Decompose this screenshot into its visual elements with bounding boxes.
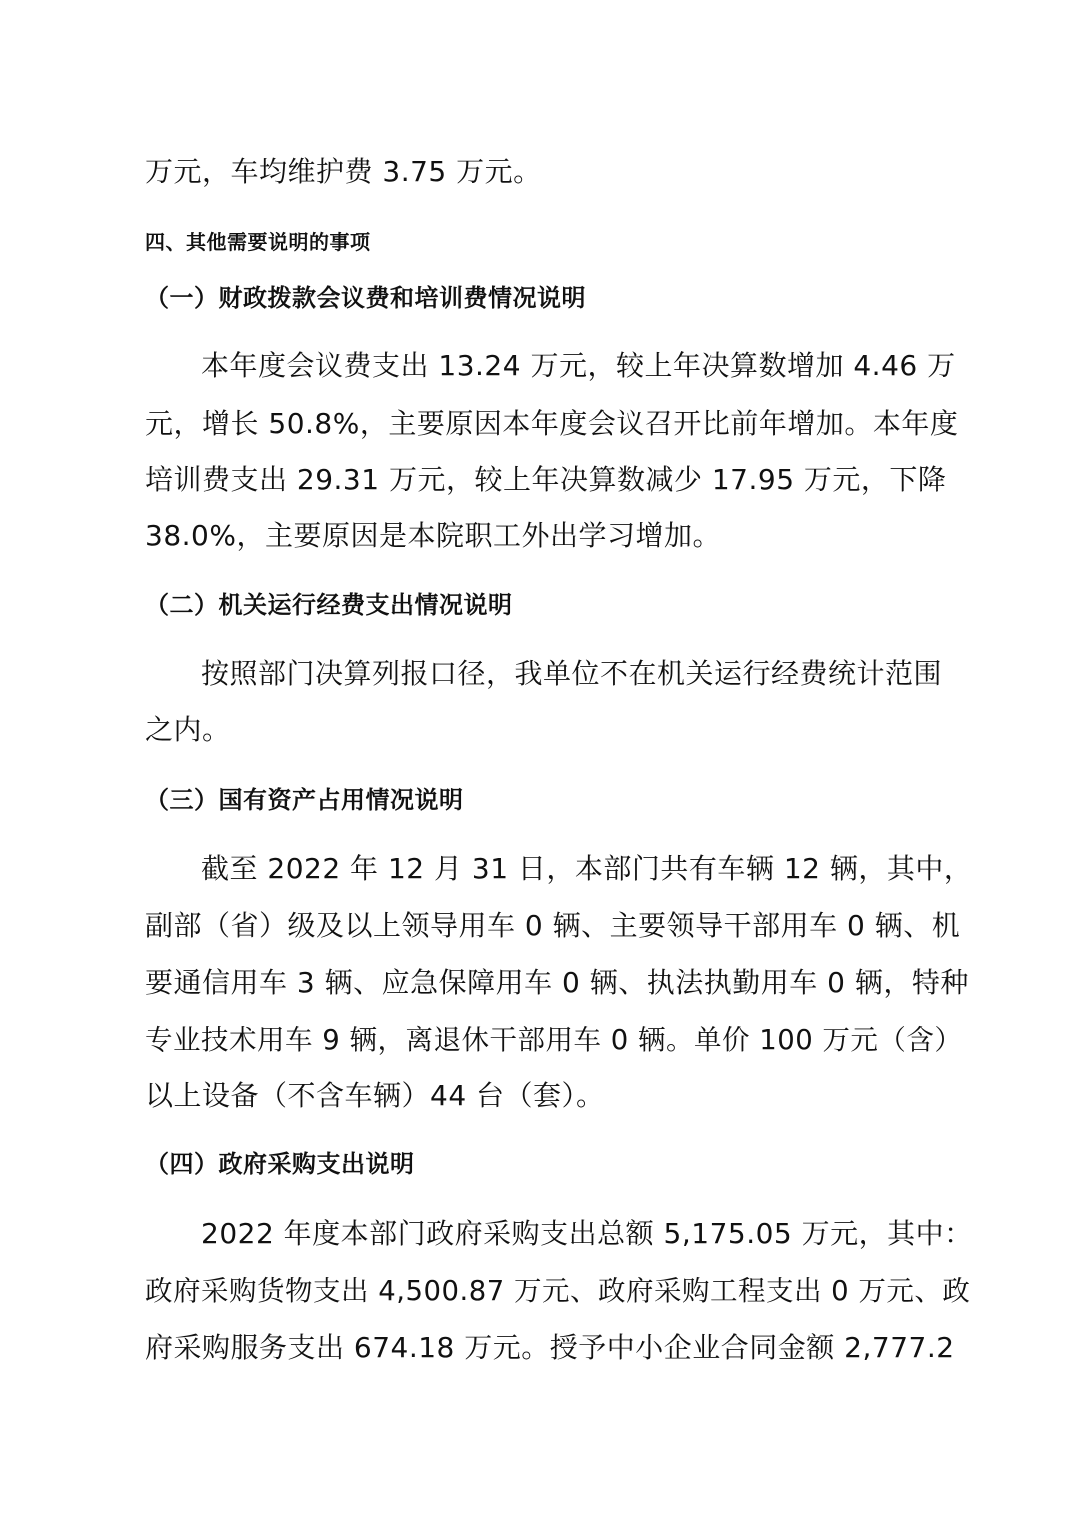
paragraph-line: 38.0%，主要原因是本院职工外出学习增加。 (145, 519, 721, 552)
paragraph-line: 按照部门决算列报口径，我单位不在机关运行经费统计范围 (201, 657, 943, 690)
paragraph-line: 要通信用车 3 辆、应急保障用车 0 辆、执法执勤用车 0 辆，特种 (145, 966, 969, 999)
paragraph-line: 万元，车均维护费 3.75 万元。 (145, 155, 542, 188)
paragraph-line: 2022 年度本部门政府采购支出总额 5,175.05 万元，其中： (201, 1217, 973, 1250)
paragraph-line: 以上设备（不含车辆）44 台（套）。 (145, 1079, 605, 1112)
paragraph-line: 副部（省）级及以上领导用车 0 辆、主要领导干部用车 0 辆、机 (145, 909, 961, 942)
subsection-heading: （二）机关运行经费支出情况说明 (145, 591, 513, 619)
paragraph-line: 政府采购货物支出 4,500.87 万元、政府采购工程支出 0 万元、政 (145, 1275, 971, 1307)
subsection-heading: （三）国有资产占用情况说明 (145, 786, 464, 814)
paragraph-line: 培训费支出 29.31 万元，较上年决算数减少 17.95 万元，下降 (145, 463, 947, 496)
paragraph-line: 截至 2022 年 12 月 31 日，本部门共有车辆 12 辆，其中， (201, 852, 973, 885)
paragraph-line: 之内。 (145, 713, 231, 746)
subsection-heading: （一）财政拨款会议费和培训费情况说明 (145, 284, 586, 312)
paragraph-line: 府采购服务支出 674.18 万元。授予中小企业合同金额 2,777.2 (145, 1331, 955, 1364)
paragraph-line: 本年度会议费支出 13.24 万元，较上年决算数增加 4.46 万 (201, 349, 956, 382)
section-heading: 四、其他需要说明的事项 (145, 230, 371, 254)
paragraph-line: 专业技术用车 9 辆，离退休干部用车 0 辆。单价 100 万元（含） (145, 1024, 963, 1056)
subsection-heading: （四）政府采购支出说明 (145, 1150, 415, 1178)
paragraph-line: 元，增长 50.8%，主要原因本年度会议召开比前年增加。本年度 (145, 407, 959, 440)
